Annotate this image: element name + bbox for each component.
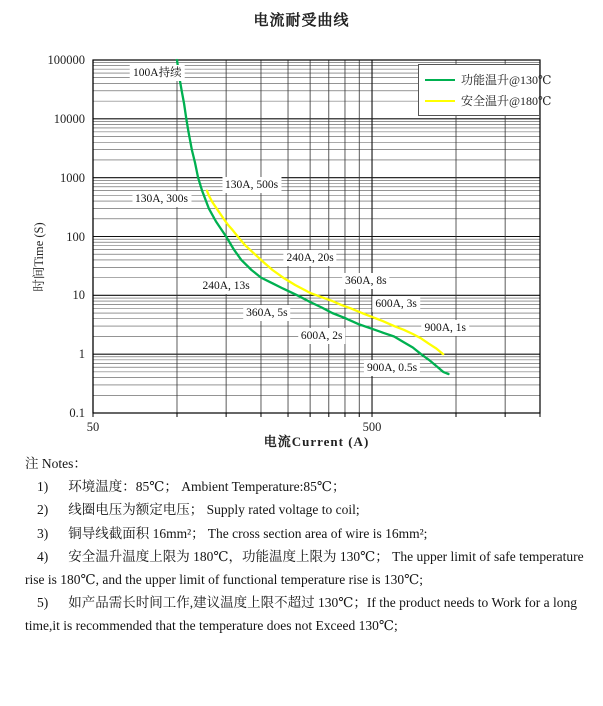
- curve-功能温升@130℃: [177, 60, 449, 374]
- y-tick-label: 10000: [53, 111, 85, 126]
- note-text: 铜导线截面积 16mm²； The cross section area of wire is 16mm²;: [68, 525, 428, 541]
- x-axis-title: 电流Current (A): [263, 434, 370, 449]
- chart-annotation: 600A, 3s: [372, 296, 420, 312]
- note-item-1: [25, 475, 587, 498]
- x-tick-label: 50: [86, 420, 100, 434]
- note-item-3: [25, 522, 587, 545]
- note-number: 1): [37, 479, 49, 495]
- chart-annotation: 900A, 1s: [421, 320, 469, 336]
- legend-item-safety: [425, 92, 552, 109]
- chart-annotation: 240A, 13s: [199, 278, 252, 294]
- note-number: 3): [37, 525, 49, 541]
- note-item-2: [25, 498, 587, 521]
- note-number: 5): [37, 595, 49, 611]
- note-number: 4): [37, 548, 49, 564]
- note-number: 2): [37, 502, 49, 518]
- legend-line-yellow-icon: [425, 100, 455, 102]
- chart-annotation: 900A, 0.5s: [364, 360, 420, 376]
- chart-annotation: 130A, 300s: [132, 191, 191, 207]
- notes-section: [25, 452, 587, 638]
- note-item-5: [25, 591, 587, 637]
- note-text: 安全温升温度上限为 180℃，功能温度上限为 130℃； The upper limit of safe temperature rise is 180℃, and the upper limit of functional temperature rise is 130℃;: [25, 548, 584, 588]
- legend-label-safety: 安全温升@180℃: [461, 94, 552, 108]
- y-tick-label: 10: [72, 288, 85, 303]
- chart-annotation: 130A, 500s: [222, 177, 281, 193]
- y-tick-label: 1: [78, 347, 85, 362]
- chart-legend: [418, 64, 552, 116]
- x-tick-label: 500: [362, 420, 382, 434]
- notes-header: 注 Notes：: [25, 456, 87, 471]
- note-text: 线圈电压为额定电压； Supply rated voltage to coil;: [68, 502, 360, 518]
- y-tick-label: 1000: [60, 170, 85, 185]
- y-tick-label: 0.1: [69, 406, 85, 420]
- y-tick-label: 100000: [47, 53, 85, 67]
- legend-item-functional: [425, 71, 552, 88]
- note-text: 环境温度：85℃； Ambient Temperature:85℃；: [68, 479, 346, 495]
- y-axis-title: 时间Time (S): [32, 222, 46, 292]
- note-text: 如产品需长时间工作,建议温度上限不超过 130℃；If the product needs to Work for a long time,it is recommended that the temperature does not Exceed 130℃;: [25, 595, 577, 634]
- chart-annotation: 100A持续: [130, 65, 185, 81]
- chart-annotation: 240A, 20s: [283, 250, 336, 266]
- note-item-4: [25, 545, 587, 591]
- legend-line-green-icon: [425, 79, 455, 81]
- legend-label-functional: 功能温升@130℃: [461, 73, 552, 87]
- page-title: 电流耐受曲线: [253, 12, 350, 29]
- chart-annotation: 600A, 2s: [298, 328, 346, 344]
- chart-annotation: 360A, 8s: [342, 273, 390, 289]
- y-tick-label: 100: [66, 229, 85, 244]
- chart-annotation: 360A, 5s: [243, 305, 291, 321]
